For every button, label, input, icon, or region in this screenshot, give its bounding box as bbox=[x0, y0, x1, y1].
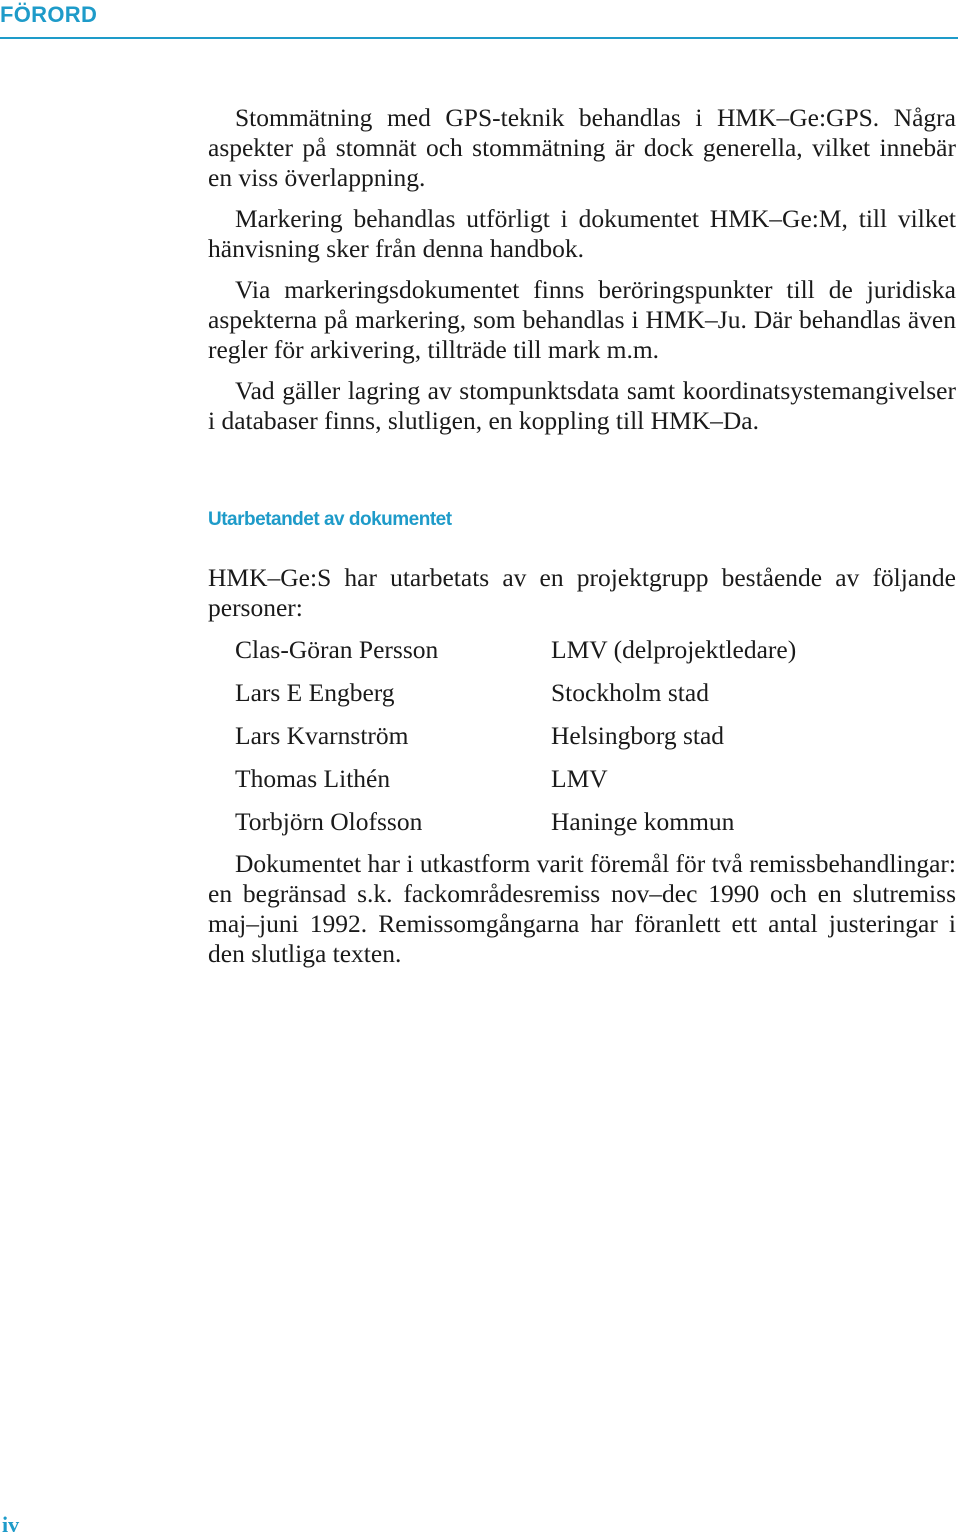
person-name: Lars E Engberg bbox=[235, 678, 395, 707]
paragraph-juridik: Via markeringsdokumentet finns beröringspunkter till de juridiska aspekterna på markering, som behandlas i HMK–Ju. Där behandlas även regler för arkivering, tillträde till mark m.m. bbox=[208, 275, 956, 364]
person-name: Clas-Göran Persson bbox=[235, 635, 439, 664]
person-organization: LMV bbox=[551, 764, 608, 793]
page-number: iv bbox=[2, 1512, 20, 1537]
paragraph-remiss: Dokumentet har i utkastform varit föremål för två remissbehandlingar: en begränsad s.k. fackområdesremiss nov–dec 1990 och en slutremiss maj–juni 1992. Remissomgångarna har föranlett ett antal justeringar i den slutliga texten. bbox=[208, 849, 956, 968]
closing-section bbox=[208, 849, 956, 969]
intro-section bbox=[208, 103, 956, 436]
person-name: Lars Kvarnström bbox=[235, 721, 409, 750]
list-item bbox=[235, 762, 796, 805]
person-organization: Haninge kommun bbox=[551, 807, 735, 836]
person-organization: Helsingborg stad bbox=[551, 721, 725, 750]
list-item bbox=[235, 805, 796, 848]
paragraph-projektgrupp: HMK–Ge:S har utarbetats av en projektgrupp bestående av följande personer: bbox=[208, 563, 956, 622]
person-organization: LMV (delprojektledare) bbox=[551, 635, 797, 664]
section-heading: Utarbetandet av dokumentet bbox=[208, 509, 452, 530]
person-name: Thomas Lithén bbox=[235, 764, 391, 793]
section-lead bbox=[208, 563, 956, 623]
list-item bbox=[235, 676, 796, 719]
paragraph-markering: Markering behandlas utförligt i dokumentet HMK–Ge:M, till vilket hänvisning sker från denna handbok. bbox=[208, 204, 956, 263]
person-name: Torbjörn Olofsson bbox=[235, 807, 423, 836]
project-group-list bbox=[235, 633, 796, 848]
paragraph-databaser: Vad gäller lagring av stompunktsdata samt koordinatsystemangivelser i databaser finns, slutligen, en koppling till HMK–Da. bbox=[208, 376, 956, 435]
person-organization: Stockholm stad bbox=[551, 678, 709, 707]
list-item bbox=[235, 633, 796, 676]
page-header-title: FÖRORD bbox=[0, 2, 98, 27]
paragraph-gps: Stommätning med GPS-teknik behandlas i HMK–Ge:GPS. Några aspekter på stomnät och stommätning är dock generella, vilket innebär en viss överlappning. bbox=[208, 103, 956, 192]
header-divider bbox=[0, 37, 958, 39]
list-item bbox=[235, 719, 796, 762]
